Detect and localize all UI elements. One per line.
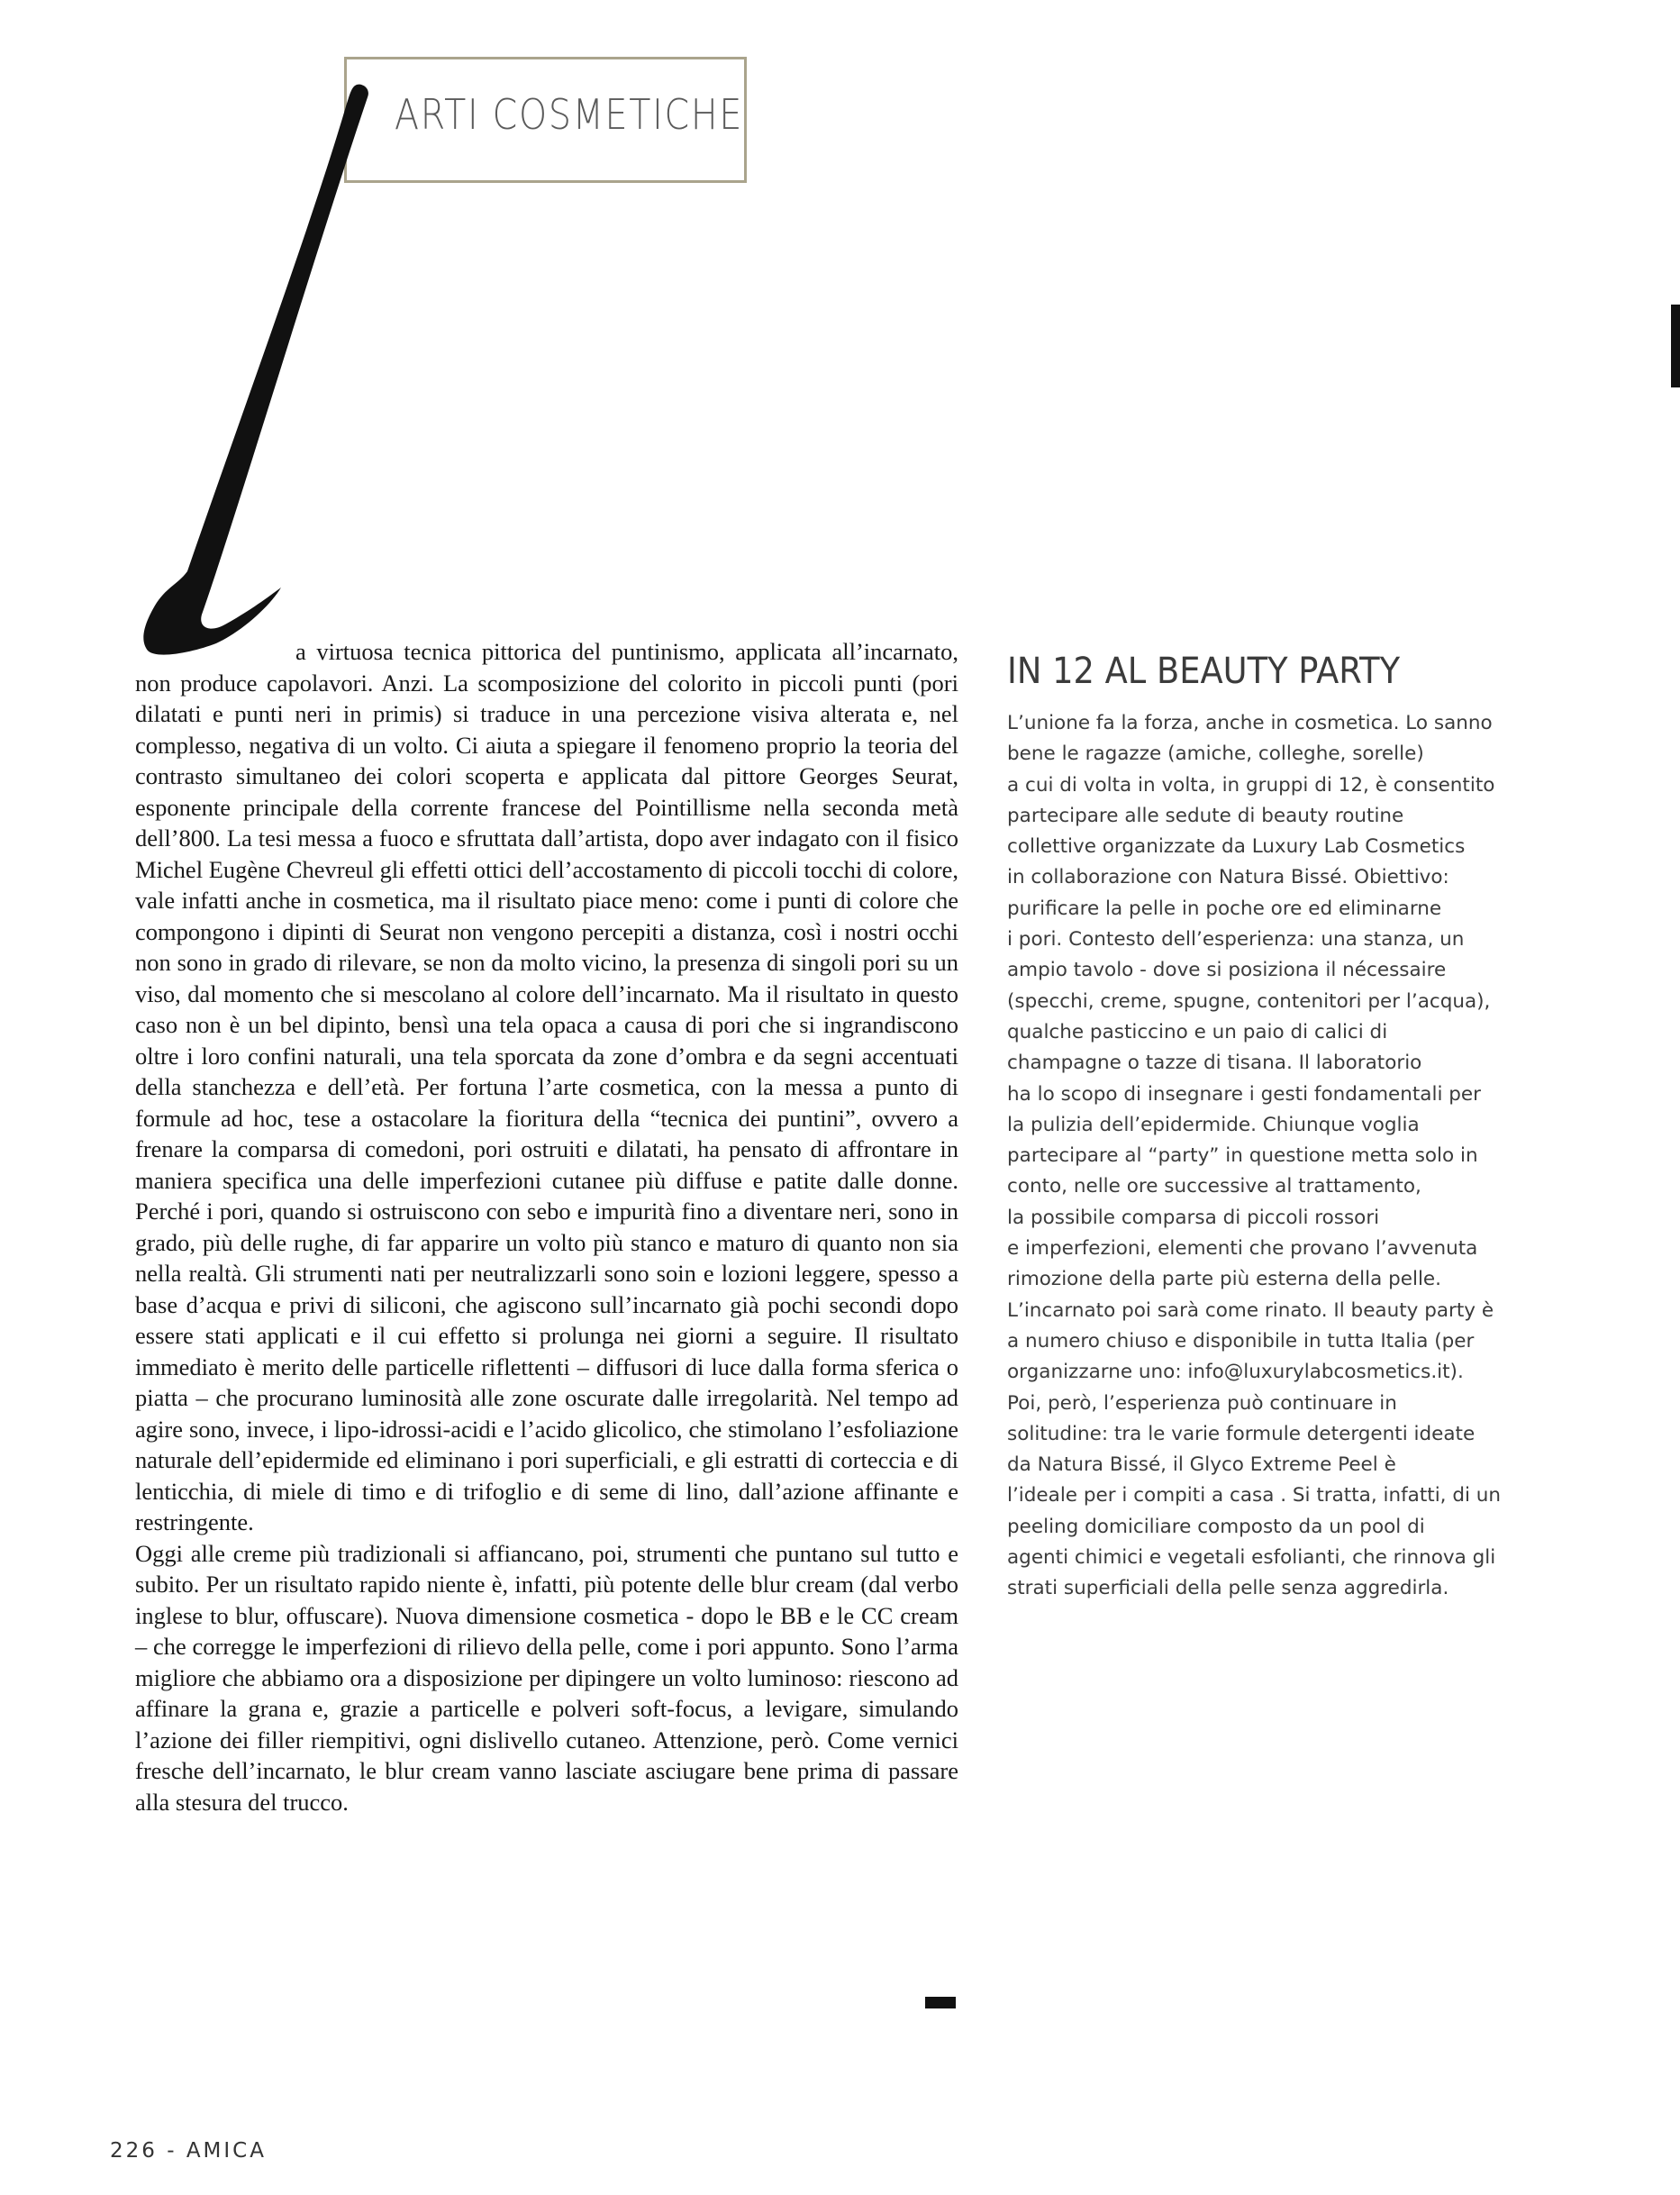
sidebar-line: ampio tavolo - dove si posiziona il nécessaire — [1007, 959, 1447, 982]
article-paragraph: Oggi alle creme più tradizionali si affiancano, poi, strumenti che puntano sul tutto e subito. Per un risultato rapido niente è, infatti, più potente delle blur cream (dal verbo inglese to blur, offuscare). Nuova dimensione cosmetica - dopo le BB e le CC cream – che corregge le imperfezioni di rilievo della pelle, come i pori appunto. Sono l’arma migliore che abbiamo ora a disposizione per dipingere un volto luminoso: riescono ad affinare la grana e, grazie a particelle e polveri soft-focus, a levigare, simulando l’azione dei filler riempitivi, ogni dislivello cutaneo. Attenzione, però. Come vernici fresche dell’incarnato, le blur cream vanno lasciate asciugare bene prima di passare alla stesura del trucco. — [135, 1539, 958, 1816]
sidebar-line: la possibile comparsa di piccoli rossori — [1007, 1206, 1380, 1229]
end-of-article-mark — [925, 1997, 956, 2008]
sidebar-line: e imperfezioni, elementi che provano l’avvenuta — [1007, 1237, 1478, 1261]
sidebar-line: Poi, però, l’esperienza può continuare in — [1007, 1391, 1397, 1415]
sidebar-line: a cui di volta in volta, in gruppi di 12, è consentito — [1007, 773, 1495, 797]
sidebar-line: da Natura Bissé, il Glyco Extreme Peel è — [1007, 1453, 1396, 1477]
sidebar-line: partecipare alle sedute di beauty routine — [1007, 804, 1404, 827]
sidebar-line: i pori. Contesto dell’esperienza: una stanza, un — [1007, 928, 1465, 952]
sidebar-line: in collaborazione con Natura Bissé. Obiettivo: — [1007, 866, 1449, 889]
sidebar-line: strati superficiali della pelle senza aggredirla. — [1007, 1577, 1449, 1600]
sidebar-line: peeling domiciliare composto da un pool di — [1007, 1515, 1425, 1538]
page-footer: 226 - AMICA — [110, 2139, 267, 2163]
sidebar-line: (specchi, creme, spugne, contenitori per l’acqua), — [1007, 989, 1491, 1013]
article-body — [135, 636, 958, 1817]
drop-cap-letter — [135, 54, 405, 685]
sidebar-line: L’unione fa la forza, anche in cosmetica. Lo sanno — [1007, 712, 1493, 734]
sidebar-line: l’ideale per i compiti a casa . Si tratta, infatti, di un — [1007, 1484, 1502, 1507]
sidebar-line: qualche pasticcino e un paio di calici di — [1007, 1020, 1388, 1043]
page-edge-tab — [1671, 305, 1680, 387]
sidebar-line: partecipare al “party” in questione metta solo in — [1007, 1144, 1478, 1168]
sidebar-line: rimozione della parte più esterna della pelle. — [1007, 1268, 1441, 1291]
sidebar-line: solitudine: tra le varie formule detergenti ideate — [1007, 1422, 1476, 1445]
section-label: ARTI COSMETICHE — [395, 90, 744, 139]
sidebar-line: purificare la pelle in poche ore ed eliminarne — [1007, 897, 1442, 920]
sidebar-line: la pulizia dell’epidermide. Chiunque voglia — [1007, 1113, 1420, 1136]
sidebar-line: conto, nelle ore successive al trattamento, — [1007, 1175, 1421, 1198]
article-paragraph: a virtuosa tecnica pittorica del puntinismo, applicata all’incarnato, non produce capolavori. Anzi. La scomposizione del colorito in piccoli punti (pori dilatati e punti neri in primis) si traduce in una percezione visiva alterata e, nel complesso, negativa di un volto. Ci aiuta a spiegare il fenomeno proprio la teoria del contrasto simultaneo dei colori scoperta e applicata dal pittore Georges Seurat, esponente principale della corrente francese del Pointillisme nella seconda metà dell’800. La tesi messa a fuoco e sfruttata dall’artista, dopo aver indagato con il fisico Michel Eugène Chevreul gli effetti ottici dell’accostamento di piccoli tocchi di colore, vale infatti anche in cosmetica, ma il risultato piace meno: come i punti di colore che compongono i dipinti di Seurat non vengono percepiti a distanza, così i nostri occhi non sono in grado di rilevare, se non da molto vicino, la presenza di singoli pori su un viso, dal momento che si mescolano al colore dell’incarnato. Ma il risultato in questo caso non è un bel dipinto, bensì una tela opaca a causa di pori che si ingrandiscono oltre i loro confini naturali, una tela sporcata da zone d’ombra e da segni accentuati della stanchezza e dell’età. Per fortuna l’arte cosmetica, con la messa a punto di formule ad hoc, tese a ostacolare la fioritura della “tecnica dei puntini”, ovvero a frenare la comparsa di comedoni, pori ostruiti e dilatati, ha pensato di affrontare in maniera specifica una delle imperfezioni cutanee più diffuse e patite dalle donne. Perché i pori, quando si ostruiscono con sebo e impurità fino a diventare neri, sono in grado, più delle rughe, di far apparire un volto più stanco e maturo di quanto non sia nella realtà. Gli strumenti nati per neutralizzarli sono soin e lozioni leggere, spesso a base d’acqua e privi di siliconi, che agiscono sull’incarnato già pochi secondi dopo essere stati applicati e il cui effetto si prolunga nei giorni a seguire. Il risultato immediato è merito delle particelle riflettenti – diffusori di luce dalla forma sferica o piatta – che procurano luminosità alle zone oscurate dalle irregolarità. Nel tempo ad agire sono, invece, i lipo-idrossi-acidi e l’acido glicolico, che stimolano l’esfoliazione naturale dell’epidermide ed eliminano i pori superficiali, e gli estratti di corteccia e di lenticchia, di miele di timo e di trifoglio e di seme di lino, dall’azione affinante e restringente. — [135, 638, 958, 1535]
sidebar-line: agenti chimici e vegetali esfolianti, che rinnova gli — [1007, 1546, 1496, 1570]
sidebar-line: bene le ragazze (amiche, colleghe, sorelle) — [1007, 742, 1424, 766]
drop-cap-stroke — [143, 85, 368, 655]
sidebar-title: IN 12 AL BEAUTY PARTY — [1007, 651, 1401, 692]
sidebar-line: champagne o tazze di tisana. Il laboratorio — [1007, 1052, 1422, 1075]
sidebar-line: collettive organizzate da Luxury Lab Cosmetics — [1007, 835, 1466, 859]
sidebar-line: organizzarne uno: info@luxurylabcosmetics.it). — [1007, 1361, 1464, 1384]
sidebar-line: ha lo scopo di insegnare i gesti fondamentali per — [1007, 1082, 1481, 1106]
sidebar-line: a numero chiuso e disponibile in tutta Italia (per — [1007, 1329, 1475, 1353]
sidebar-line: L’incarnato poi sarà come rinato. Il beauty party è — [1007, 1298, 1494, 1322]
sidebar-body — [1007, 708, 1502, 1605]
